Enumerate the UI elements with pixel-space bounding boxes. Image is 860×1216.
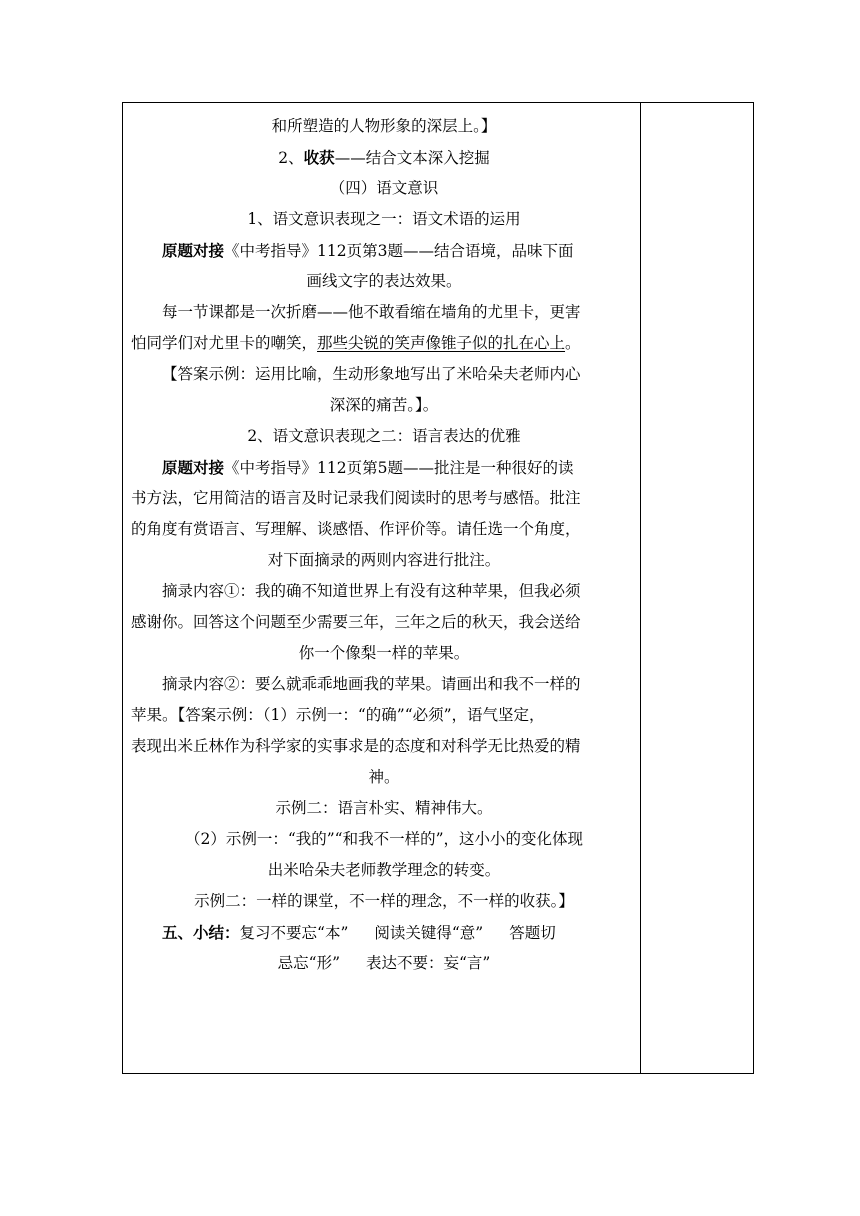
answer-line: 出米哈朵夫老师教学理念的转变。	[267, 861, 501, 879]
excerpt-line: 每一节课都是一次折磨——他不敢看缩在墙角的尤里卡，更害	[162, 303, 581, 321]
question-intro-1: 原题对接《中考指导》112页第3题——结合语境，品味下面	[162, 241, 574, 260]
answer-line: 示例二：一样的课堂，不一样的理念，不一样的收获。】	[194, 892, 574, 910]
text-line: 书方法，它用简洁的语言及时记录我们阅读时的思考与感悟。批注	[131, 489, 581, 507]
lesson-content	[131, 111, 637, 979]
lesson-table	[122, 102, 754, 1074]
column-divider	[640, 103, 641, 1073]
subheading-1: 1、语文意识表现之一：语文术语的运用	[247, 210, 521, 228]
excerpt-2-line: 摘录内容②：要么就乖乖地画我的苹果。请画出和我不一样的	[162, 675, 581, 693]
answer-line: 示例二：语言朴实、精神伟大。	[275, 799, 493, 817]
underlined-sentence: 那些尖锐的笑声像锥子似的扎在心上	[317, 334, 566, 352]
question-intro-2: 原题对接《中考指导》112页第5题——批注是一种很好的读	[162, 458, 574, 477]
excerpt-1-line: 摘录内容①：我的确不知道世界上有没有这种苹果，但我必须	[162, 582, 581, 600]
excerpt-line: 怕同学们对尤里卡的嘲笑，那些尖锐的笑声像锥子似的扎在心上。	[131, 334, 581, 352]
answer-line: 【答案示例：运用比喻，生动形象地写出了米哈朵夫老师内心	[162, 365, 581, 383]
answer-line: 神。	[368, 768, 400, 786]
answer-line: 深深的痛苦。】。	[329, 396, 439, 414]
text-line: 对下面摘录的两则内容进行批注。	[267, 551, 501, 569]
excerpt-1-line: 感谢你。回答这个问题至少需要三年，三年之后的秋天，我会送给	[131, 613, 581, 631]
answer-line: 表现出米丘林作为科学家的实事求是的态度和对科学无比热爱的精	[131, 737, 581, 755]
text-line: 和所塑造的人物形象的深层上。】	[271, 117, 497, 135]
answer-line: 苹果。【答案示例：（1）示例一：“的确”“必须”，语气坚定，	[131, 706, 545, 724]
summary-heading: 五、小结：	[162, 923, 240, 942]
text-line: 的角度有赏语言、写理解、谈感悟、作评价等。请任选一个角度，	[131, 520, 581, 538]
summary-line: 忌忘“形” 表达不要：妄“言”	[277, 954, 491, 972]
excerpt-1-line: 你一个像梨一样的苹果。	[298, 644, 470, 662]
answer-line: （2）示例一：“我的”“和我不一样的”，这小小的变化体现	[184, 830, 584, 848]
subheading-2: 2、语文意识表现之二：语言表达的优雅	[247, 427, 521, 445]
section-heading-language-awareness: （四）语文意识	[329, 179, 439, 197]
section-heading-harvest: 2、收获——结合文本深入挖掘	[278, 148, 490, 167]
text-line: 画线文字的表达效果。	[306, 272, 462, 290]
summary-line: 五、小结：复习不要忘“本” 阅读关键得“意” 答题切	[162, 923, 556, 942]
